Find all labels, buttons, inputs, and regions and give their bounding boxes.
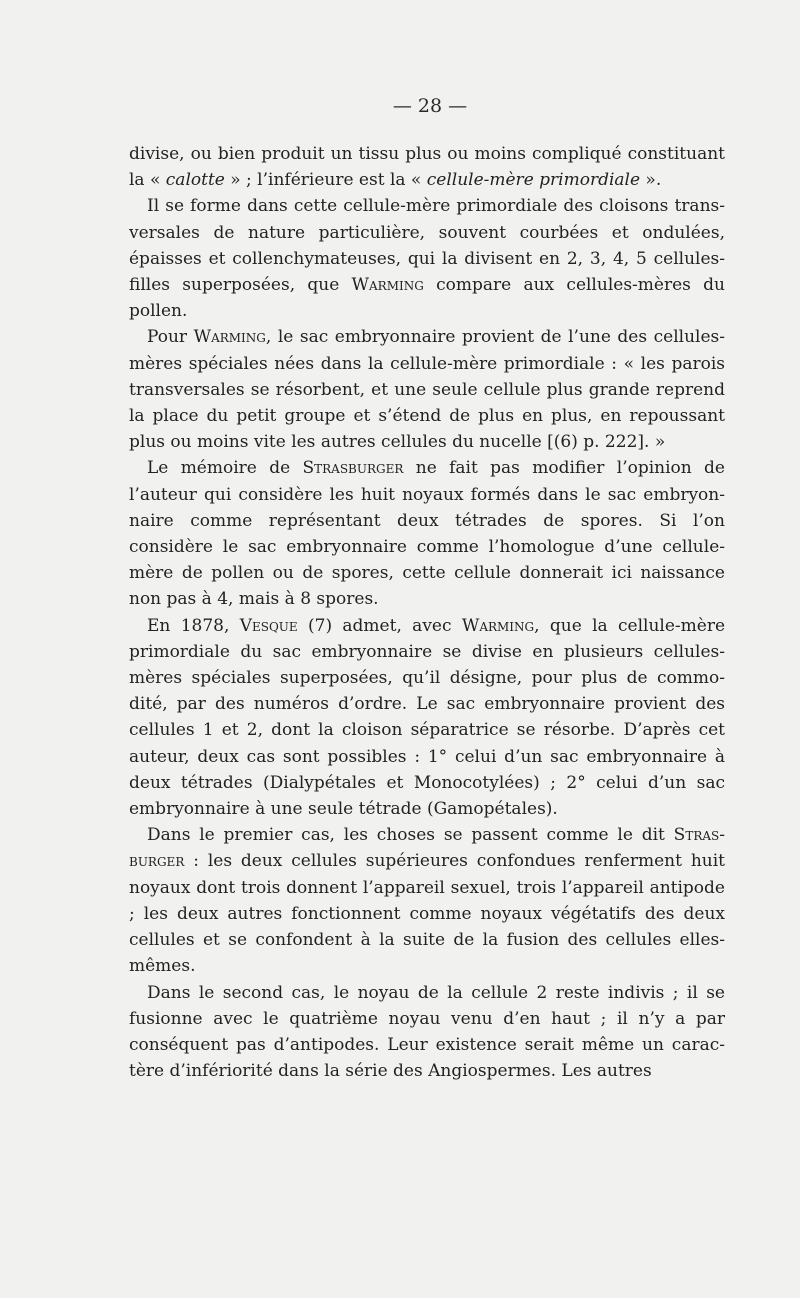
text-run: En 1878, (147, 615, 240, 636)
author-name: Warming (193, 327, 266, 348)
text-run: , le sac embryonnaire provient de l’une des cellules-mères spéciales nées dans la cellule-mère primordiale : « les parois transversales se résorbent, et une seule cellule plus grande reprend la place du petit groupe et s’étend de plus en plus, en repoussant plus ou moins vite les autres cellules du nucelle [(6) p. 222]. » (129, 327, 725, 453)
paragraph (129, 193, 725, 324)
text-run: Dans le second cas, le noyau de la cellule 2 reste indivis ; il se fusionne avec le quatrième noyau venu d’en haut ; il n’y a par conséquent pas d’antipodes. Leur existence serait même un caractère d’infériorité dans la série des Angiospermes. Les autres (129, 982, 725, 1082)
text-run: compare aux cellules-mères du pollen. (129, 275, 725, 322)
author-name: Strasburger (302, 458, 404, 479)
page-number: — 28 — (392, 95, 468, 117)
text-run: Il se forme dans cette cellule-mère primordiale des cloisons transversales de nature particulière, souvent courbées et ondulées, épaisses et collenchymateuses, qui la divisent en 2, 3, 4, 5 cellules-filles superposées, que (129, 196, 725, 296)
text-run: ». (640, 170, 662, 191)
paragraph (129, 324, 725, 455)
italic-term: cellule-mère primordiale (426, 170, 641, 191)
author-name: Warming (461, 615, 535, 636)
paragraph (129, 822, 725, 979)
text-run: » ; l’inférieure est la « (224, 170, 427, 191)
paragraph (129, 613, 725, 823)
author-name: Warming (351, 275, 424, 296)
author-name: Vesque (239, 615, 298, 636)
italic-term: calotte (165, 170, 225, 191)
text-run: Le mémoire de (147, 458, 303, 479)
text-run: : les deux cellules supérieures confondues renferment huit noyaux dont trois donnent l’appareil sexuel, trois l’appareil antipode ; les deux autres fonctionnent comme noyaux végétatifs des deux cellules et se confondent à la suite de la fusion des cellules elles-mêmes. (129, 851, 725, 977)
text-run: Pour (147, 327, 194, 348)
text-run: ne fait pas modifier l’opinion de l’auteur qui considère les huit noyaux formés dans le sac embryonnaire comme représentant deux tétrades de spores. Si l’on considère le sac embryonnaire comme l’homologue d’une cellule-mère de pollen ou de spores, cette cellule donnerait ici naissance non pas à 4, mais à 8 spores. (129, 458, 725, 610)
paragraph (129, 141, 725, 193)
author-name: Strasburger (129, 825, 725, 872)
paragraph (129, 980, 725, 1085)
paragraph (129, 455, 725, 612)
text-run: , que la cellule-mère primordiale du sac embryonnaire se divise en plusieurs cellules-mères spéciales superposées, qu’il désigne, pour plus de commodité, par des numéros d’ordre. Le sac embryonnaire provient des cellules 1 et 2, dont la cloison séparatrice se résorbe. D’après cet auteur, deux cas sont possibles : 1° celui d’un sac embryonnaire à deux tétrades (Dialypétales et Monocotylées) ; 2° celui d’un sac embryonnaire à une seule tétrade (Gamopétales). (129, 615, 726, 820)
text-run: divise, ou bien produit un tissu plus ou moins compliqué constituant la « (129, 144, 725, 191)
text-run: Dans le premier cas, les choses se passent comme le dit (147, 825, 674, 846)
body-text (129, 141, 725, 1084)
text-run: (7) admet, avec (297, 615, 462, 636)
